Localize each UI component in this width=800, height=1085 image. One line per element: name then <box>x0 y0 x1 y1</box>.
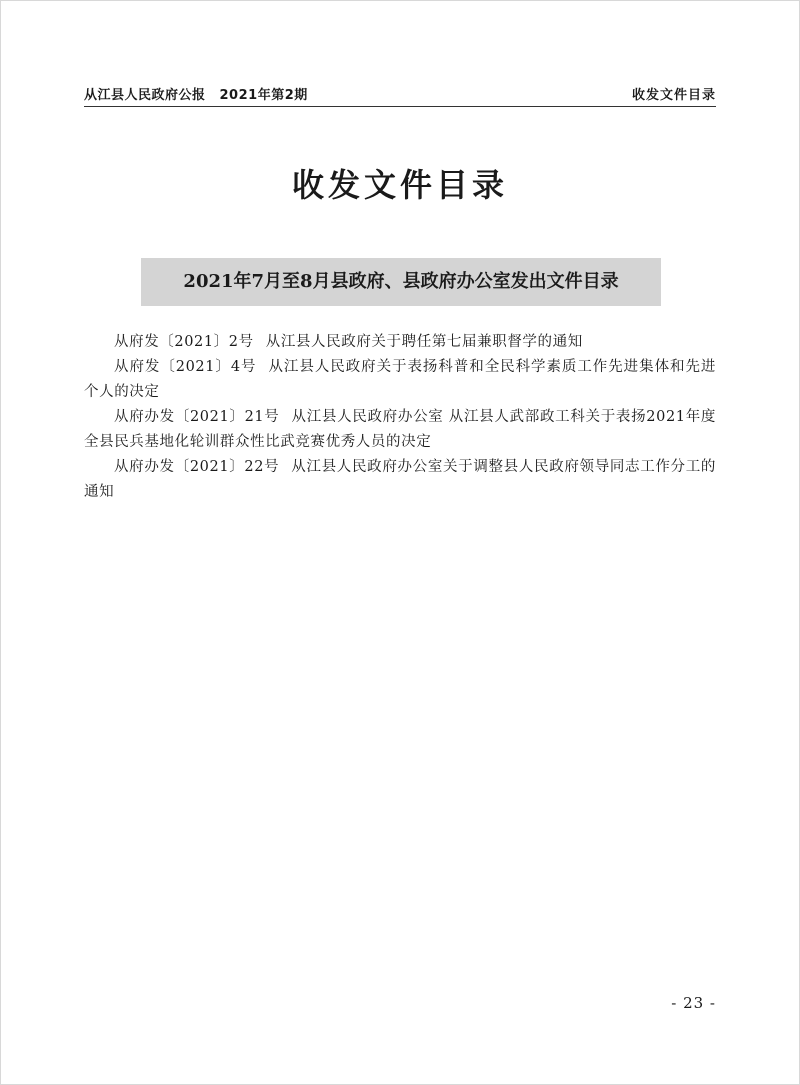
subtitle-banner <box>141 258 661 306</box>
document-entry <box>84 355 716 405</box>
document-code: 从府办发〔2021〕21号 <box>114 409 280 425</box>
header-issue: 2021年第2期 <box>219 88 308 103</box>
page-number: - 23 - <box>671 994 716 1012</box>
document-title: 从江县人民政府关于表扬科普和全民科学素质工作先进集体和先进个人的决定 <box>84 359 716 400</box>
header-publication: 从江县人民政府公报 <box>84 88 206 103</box>
running-header <box>84 80 716 107</box>
document-entry <box>84 455 716 505</box>
document-code: 从府办发〔2021〕22号 <box>114 459 280 475</box>
document-code: 从府发〔2021〕4号 <box>114 359 257 375</box>
document-entry <box>84 405 716 455</box>
page-title: 收发文件目录 <box>291 166 508 204</box>
document-title: 从江县人民政府办公室关于调整县人民政府领导同志工作分工的通知 <box>84 459 716 500</box>
document-entry <box>84 330 716 355</box>
document-list <box>84 330 716 505</box>
header-section: 收发文件目录 <box>631 88 716 103</box>
document-title: 从江县人民政府办公室 从江县人武部政工科关于表扬2021年度全县民兵基地化轮训群众性比武竞赛优秀人员的决定 <box>84 409 716 450</box>
document-code: 从府发〔2021〕2号 <box>114 334 254 350</box>
subtitle-text: 2021年7月至8月县政府、县政府办公室发出文件目录 <box>183 271 619 292</box>
document-title: 从江县人民政府关于聘任第七届兼职督学的通知 <box>265 334 583 350</box>
header-publication-info <box>84 84 308 103</box>
